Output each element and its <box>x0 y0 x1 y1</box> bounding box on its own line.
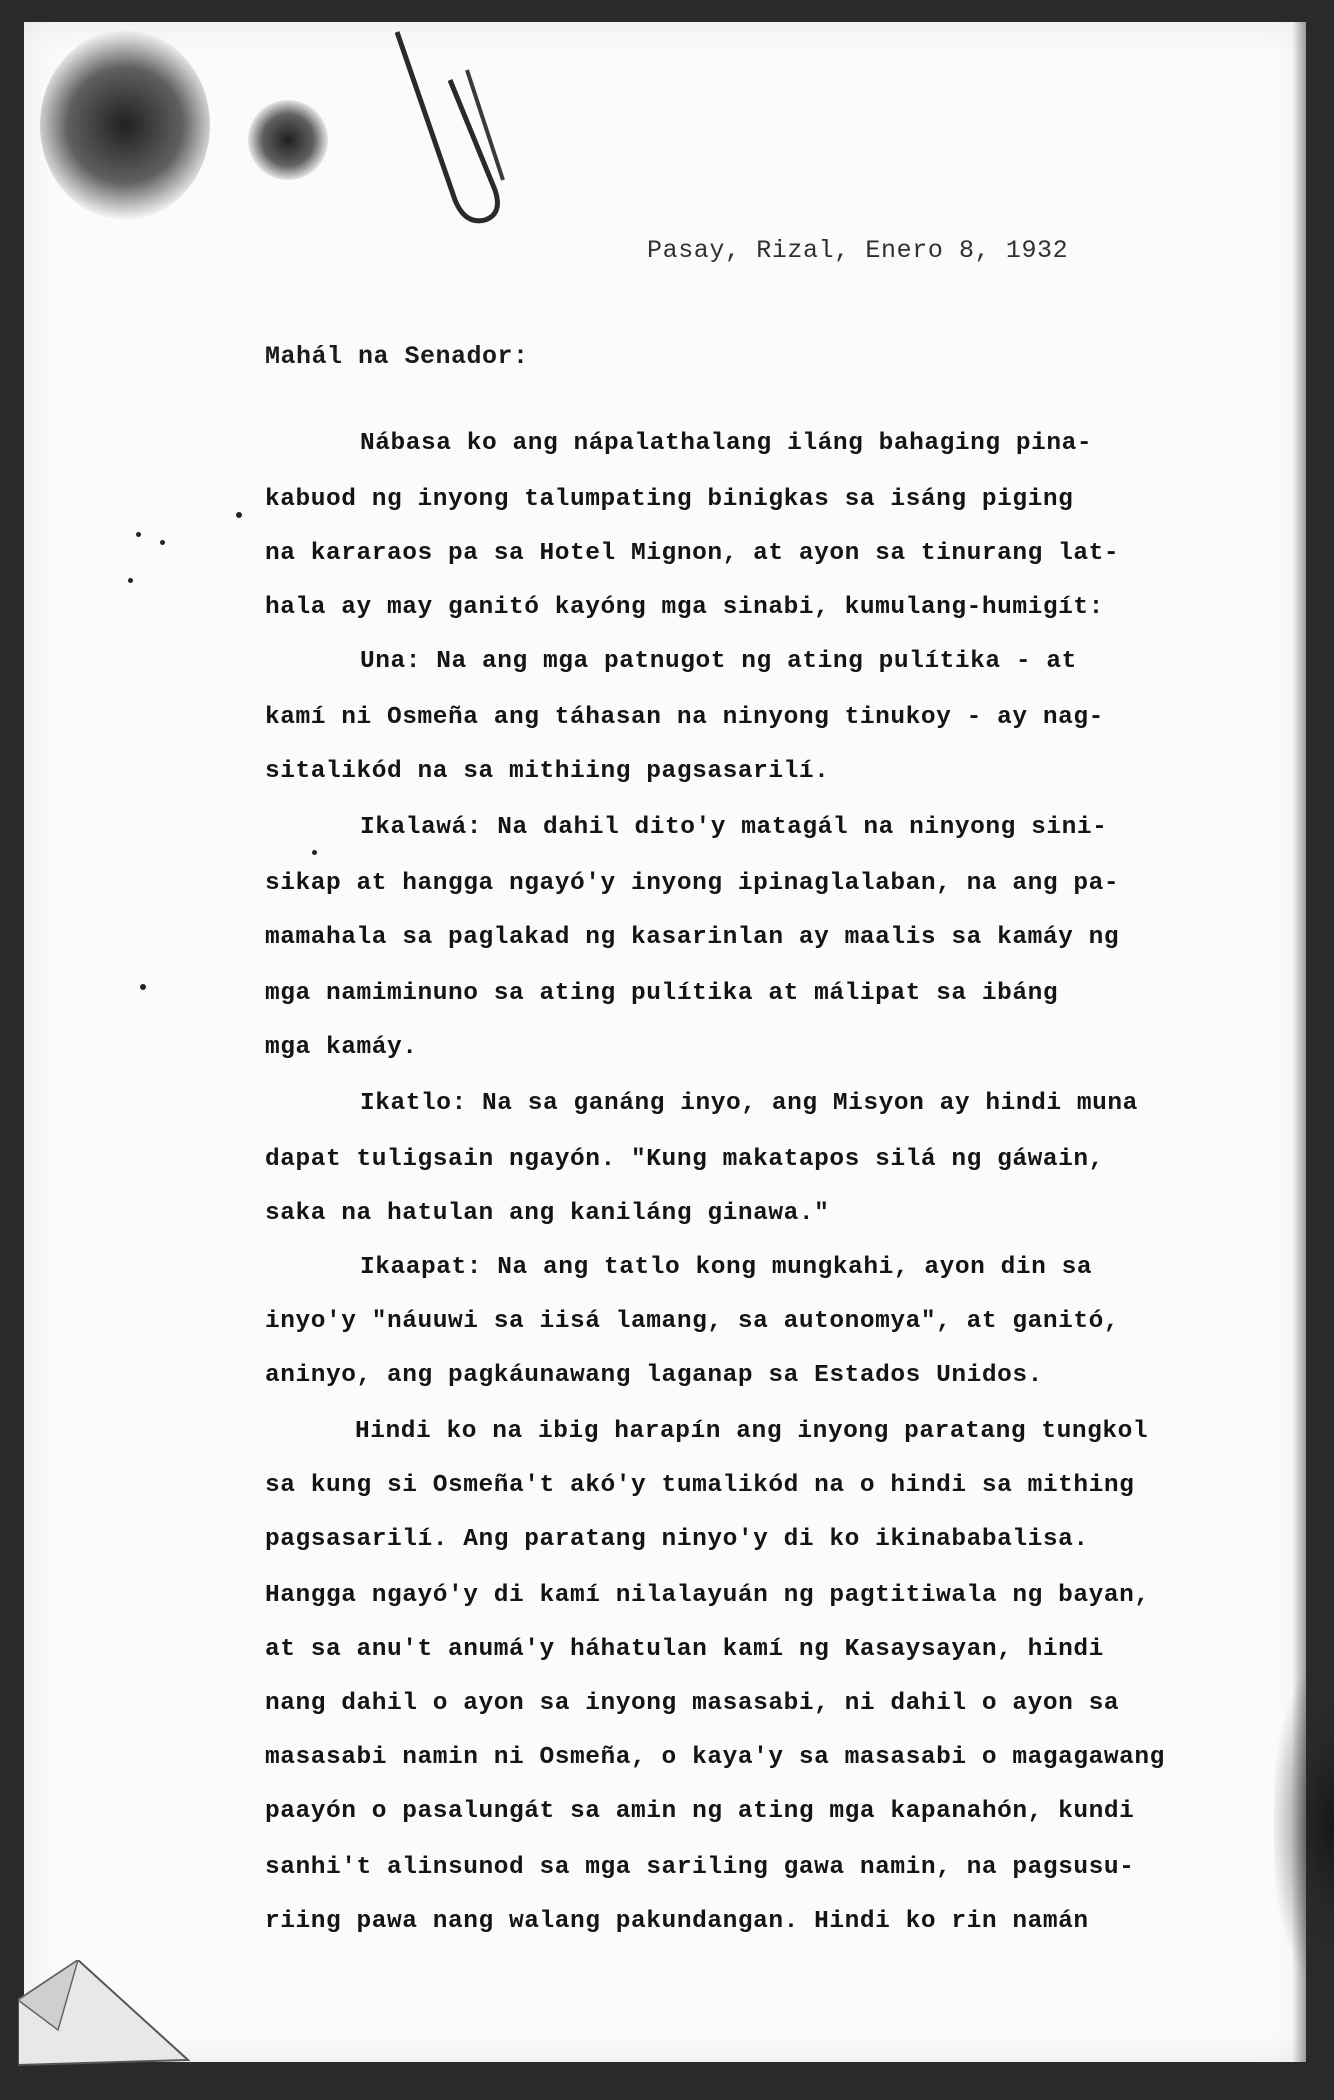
body-line: pagsasarilí. Ang paratang ninyo'y di ko ikinababalisa. <box>265 1526 1089 1553</box>
body-line: mga kamáy. <box>265 1034 418 1061</box>
body-line: riing pawa nang walang pakundangan. Hindi ko rin namán <box>265 1908 1089 1935</box>
ink-stain-small <box>248 100 328 180</box>
body-line: kamí ni Osmeña ang táhasan na ninyong tinukoy - ay nag- <box>265 704 1104 731</box>
body-line: sanhi't alinsunod sa mga sariling gawa namin, na pagsusu- <box>265 1854 1135 1881</box>
body-line: mamahala sa paglakad ng kasarinlan ay maalis sa kamáy ng <box>265 924 1120 951</box>
stray-mark <box>312 850 317 855</box>
body-line: paayón o pasalungát sa amin ng ating mga kapanahón, kundi <box>265 1798 1135 1825</box>
body-line: aninyo, ang pagkáunawang laganap sa Estados Unidos. <box>265 1362 1043 1389</box>
stray-mark <box>236 512 242 518</box>
body-line: mga namiminuno sa ating pulítika at málipat sa ibáng <box>265 980 1059 1007</box>
stray-mark <box>128 578 133 583</box>
body-line: saka na hatulan ang kaniláng ginawa." <box>265 1200 830 1227</box>
body-line: Hangga ngayó'y di kamí nilalayuán ng pagtitiwala ng bayan, <box>265 1582 1150 1609</box>
body-line: na kararaos pa sa Hotel Mignon, at ayon sa tinurang lat- <box>265 540 1120 567</box>
body-line: sa kung si Osmeña't akó'y tumalikód na o hindi sa mithing <box>265 1472 1135 1499</box>
body-line: Una: Na ang mga patnugot ng ating pulítika - at <box>360 648 1077 675</box>
folded-corner <box>18 1960 198 2070</box>
body-line: dapat tuligsain ngayón. "Kung makatapos silá ng gáwain, <box>265 1146 1104 1173</box>
body-line: masasabi namin ni Osmeña, o kaya'y sa masasabi o magagawang <box>265 1744 1165 1771</box>
body-line: kabuod ng inyong talumpating binigkas sa isáng piging <box>265 486 1074 513</box>
body-line: Hindi ko na ibig harapín ang inyong paratang tungkol <box>355 1418 1149 1445</box>
body-line: Ikatlo: Na sa ganáng inyo, ang Misyon ay hindi muna <box>360 1090 1138 1117</box>
letter-salutation: Mahál na Senador: <box>265 342 529 371</box>
paperclip-mark <box>395 30 525 230</box>
body-line: Nábasa ko ang nápalathalang iláng bahaging pina- <box>360 430 1093 457</box>
ink-stain-top-left <box>40 30 210 220</box>
body-line: sikap at hangga ngayó'y inyong ipinaglalaban, na ang pa- <box>265 870 1120 897</box>
stray-mark <box>160 540 165 545</box>
ink-stain-right-edge <box>1274 1660 1334 1990</box>
body-line: hala ay may ganitó kayóng mga sinabi, kumulang-humigít: <box>265 594 1104 621</box>
letter-dateline: Pasay, Rizal, Enero 8, 1932 <box>647 236 1069 265</box>
stray-mark <box>140 984 146 990</box>
stray-mark <box>136 532 141 537</box>
body-line: nang dahil o ayon sa inyong masasabi, ni dahil o ayon sa <box>265 1690 1120 1717</box>
body-line: Ikaapat: Na ang tatlo kong mungkahi, ayon din sa <box>360 1254 1093 1281</box>
body-line: at sa anu't anumá'y háhatulan kamí ng Kasaysayan, hindi <box>265 1636 1104 1663</box>
body-line: sitalikód na sa mithiing pagsasarilí. <box>265 758 830 785</box>
body-line: Ikalawá: Na dahil dito'y matagál na ninyong sini- <box>360 814 1108 841</box>
body-line: inyo'y "náuuwi sa iisá lamang, sa autonomya", at ganitó, <box>265 1308 1120 1335</box>
